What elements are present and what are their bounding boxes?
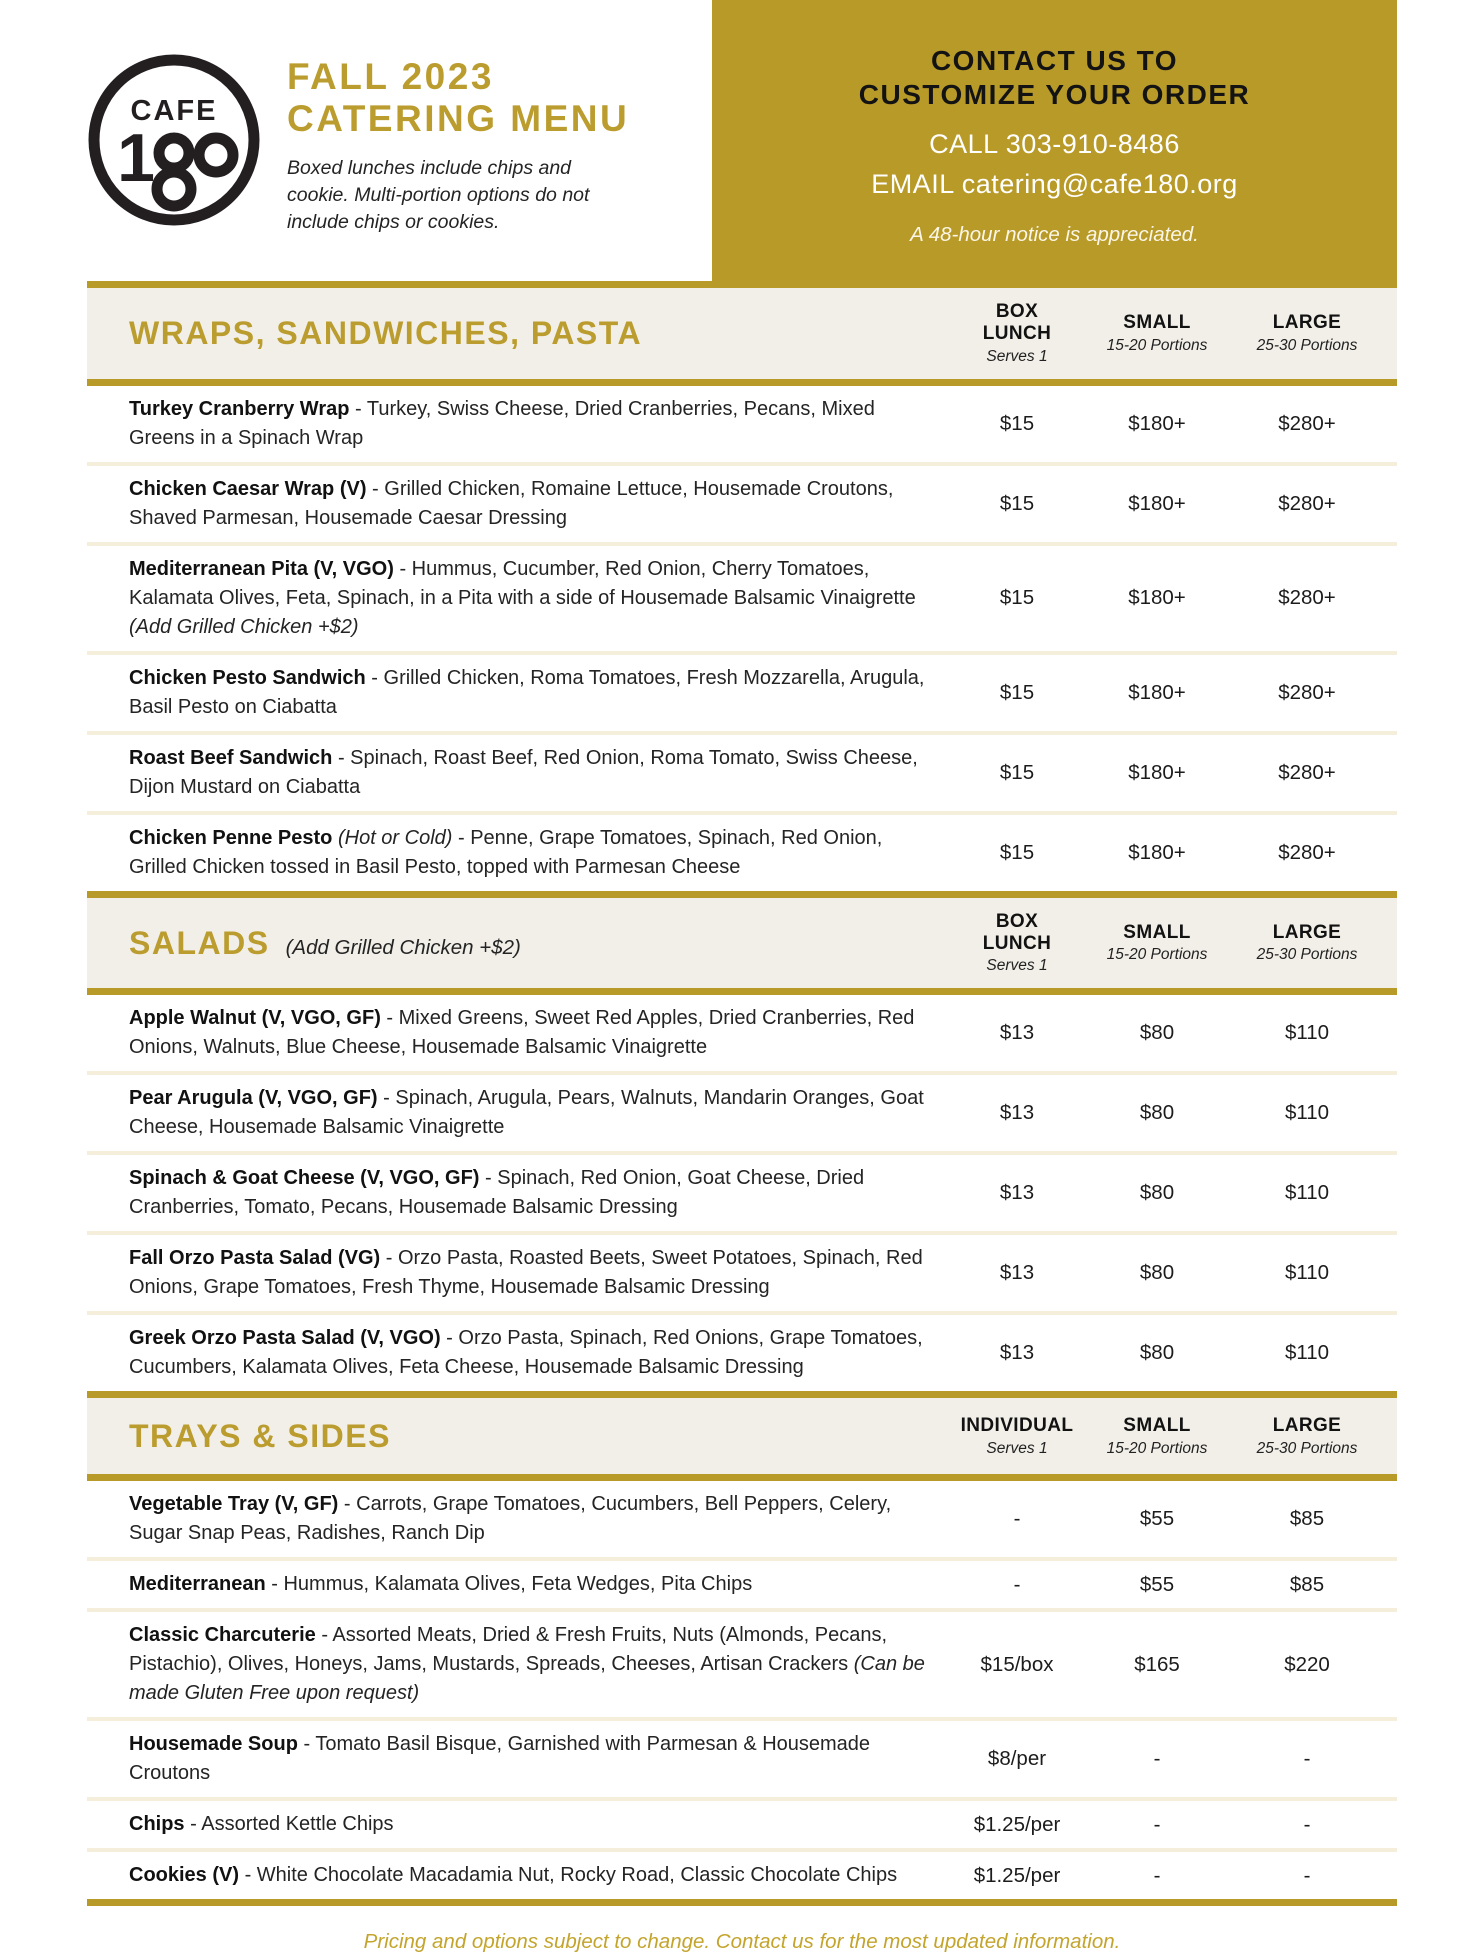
item-description: Spinach & Goat Cheese (V, VGO, GF) - Spinach, Red Onion, Goat Cheese, Dried Cranberries, Tomato, Pecans, Housemade Balsamic Dressing: [129, 1167, 865, 1219]
price-cell: -: [1303, 1863, 1311, 1887]
menu-item-row: [87, 1315, 1397, 1391]
price-cell: $80: [1139, 1021, 1175, 1045]
column-header: [952, 911, 1082, 976]
menu-item-row: [87, 546, 1397, 655]
item-description: Greek Orzo Pasta Salad (V, VGO) - Orzo Pasta, Spinach, Red Onions, Grape Tomatoes, Cucumbers, Kalamata Olives, Feta Cheese, Housemade Balsamic Dressing: [129, 1327, 923, 1379]
item-name: Cookies (V): [129, 1864, 240, 1887]
menu-item-row: [87, 1155, 1397, 1235]
price-cell: $280+: [1278, 760, 1336, 784]
price-cell: $280+: [1278, 840, 1336, 864]
price-cell: $80: [1139, 1101, 1175, 1125]
item-description: Mediterranean Pita (V, VGO) - Hummus, Cucumber, Red Onion, Cherry Tomatoes, Kalamata Olives, Feta, Spinach, in a Pita with a side of Housemade Balsamic Vinaigrette (Add Grilled Chicken +$2): [129, 557, 916, 638]
item-name: Mediterranean: [129, 1573, 266, 1596]
item-name: Apple Walnut (V, VGO, GF): [129, 1007, 381, 1030]
item-description: Housemade Soup - Tomato Basil Bisque, Garnished with Parmesan & Housemade Croutons: [129, 1733, 871, 1785]
column-header: [1082, 312, 1232, 355]
price-cell: $15: [999, 411, 1035, 435]
column-sublabel: Serves 1: [986, 1439, 1048, 1457]
menu-item-row: [87, 1612, 1397, 1721]
price-cell: $13: [999, 1021, 1035, 1045]
item-description: Turkey Cranberry Wrap - Turkey, Swiss Cheese, Dried Cranberries, Pecans, Mixed Greens in a Spinach Wrap: [129, 397, 875, 449]
price-cell: $80: [1139, 1181, 1175, 1205]
item-description: Classic Charcuterie - Assorted Meats, Dried & Fresh Fruits, Nuts (Almonds, Pecans, Pistachio), Olives, Honeys, Jams, Mustards, Spreads, Cheeses, Artisan Crackers (Can be made Gluten Free upon request): [129, 1624, 925, 1705]
page-title-line2: CATERING MENU: [287, 98, 630, 140]
item-description: Apple Walnut (V, VGO, GF) - Mixed Greens, Sweet Red Apples, Dried Cranberries, Red Onions, Walnuts, Blue Cheese, Housemade Balsamic Vinaigrette: [129, 1007, 915, 1059]
column-header: [952, 1415, 1082, 1458]
item-name: Chicken Pesto Sandwich: [129, 666, 366, 689]
price-cell: $80: [1139, 1261, 1175, 1285]
item-name-note: (Hot or Cold): [332, 826, 453, 849]
item-name: Greek Orzo Pasta Salad (V, VGO): [129, 1327, 441, 1350]
column-label: LARGE: [1272, 311, 1342, 333]
column-header: [1232, 922, 1382, 965]
column-header: [952, 301, 1082, 366]
price-cell: -: [1303, 1747, 1311, 1771]
price-cell: $110: [1284, 1261, 1330, 1285]
menu-table: [87, 281, 1397, 1906]
item-description: Cookies (V) - White Chocolate Macadamia Nut, Rocky Road, Classic Chocolate Chips: [129, 1864, 898, 1887]
column-header: [1082, 922, 1232, 965]
section-title: SALADS: [129, 924, 270, 961]
price-cell: $13: [999, 1261, 1035, 1285]
contact-heading-line1: CONTACT US TO: [930, 45, 1179, 76]
item-description: Mediterranean - Hummus, Kalamata Olives, Feta Wedges, Pita Chips: [129, 1573, 753, 1596]
item-description: Chicken Pesto Sandwich - Grilled Chicken, Roma Tomatoes, Fresh Mozzarella, Arugula, Basil Pesto on Ciabatta: [129, 666, 925, 718]
menu-section-salads: [87, 891, 1397, 1392]
price-cell: $15/box: [980, 1652, 1054, 1676]
price-cell: -: [1153, 1812, 1161, 1836]
menu-item-row: [87, 1235, 1397, 1315]
column-sublabel: 15-20 Portions: [1106, 946, 1208, 964]
menu-content: [0, 281, 1484, 1954]
column-sublabel: 25-30 Portions: [1256, 336, 1358, 354]
menu-item-row: [87, 466, 1397, 546]
column-label: BOX LUNCH: [982, 301, 1052, 344]
price-cell: $85: [1289, 1572, 1325, 1596]
price-cell: $280+: [1278, 491, 1336, 515]
contact-email: EMAIL catering@cafe180.org: [871, 169, 1238, 200]
column-sublabel: 15-20 Portions: [1106, 336, 1208, 354]
item-description: Fall Orzo Pasta Salad (VG) - Orzo Pasta, Roasted Beets, Sweet Potatoes, Spinach, Red Onions, Grape Tomatoes, Fresh Thyme, Housemade Balsamic Dressing: [129, 1247, 923, 1299]
section-header: [87, 891, 1397, 996]
price-cell: $80: [1139, 1341, 1175, 1365]
column-sublabel: 25-30 Portions: [1256, 1439, 1358, 1457]
item-name: Chicken Caesar Wrap (V): [129, 477, 367, 500]
price-cell: $55: [1139, 1572, 1175, 1596]
menu-item-row: [87, 1075, 1397, 1155]
item-name: Chips: [129, 1813, 185, 1836]
contact-phone: CALL 303-910-8486: [929, 129, 1180, 160]
menu-item-row: [87, 1801, 1397, 1852]
price-cell: $15: [999, 840, 1035, 864]
price-cell: $280+: [1278, 411, 1336, 435]
menu-item-row: [87, 1721, 1397, 1801]
menu-item-row: [87, 735, 1397, 815]
menu-item-row: [87, 1852, 1397, 1899]
price-cell: $8/per: [987, 1747, 1047, 1771]
item-description: Roast Beef Sandwich - Spinach, Roast Beef, Red Onion, Roma Tomato, Swiss Cheese, Dijon Mustard on Ciabatta: [129, 746, 918, 798]
price-cell: $13: [999, 1181, 1035, 1205]
price-cell: $180+: [1128, 760, 1186, 784]
price-cell: $110: [1284, 1101, 1330, 1125]
column-sublabel: 25-30 Portions: [1256, 946, 1358, 964]
price-cell: $13: [999, 1341, 1035, 1365]
item-name: Turkey Cranberry Wrap: [129, 397, 350, 420]
menu-item-row: [87, 655, 1397, 735]
column-sublabel: Serves 1: [986, 957, 1048, 975]
logo-text-cafe: CAFE: [130, 95, 218, 127]
svg-text:1: 1: [117, 120, 155, 196]
price-cell: $110: [1284, 1181, 1330, 1205]
price-cell: $15: [999, 760, 1035, 784]
column-label: LARGE: [1272, 1414, 1342, 1436]
menu-section-wraps-sandwiches-pasta: [87, 281, 1397, 891]
price-cell: $110: [1284, 1021, 1330, 1045]
section-rows: [87, 995, 1397, 1391]
price-cell: $15: [999, 680, 1035, 704]
item-description: Vegetable Tray (V, GF) - Carrots, Grape Tomatoes, Cucumbers, Bell Peppers, Celery, Sugar Snap Peas, Radishes, Ranch Dip: [129, 1493, 892, 1545]
section-rows: [87, 386, 1397, 891]
contact-notice: A 48-hour notice is appreciated.: [910, 223, 1199, 247]
section-rows: [87, 1481, 1397, 1899]
price-cell: $15: [999, 586, 1035, 610]
column-header: [1082, 1415, 1232, 1458]
column-sublabel: Serves 1: [986, 347, 1048, 365]
price-cell: -: [1153, 1747, 1161, 1771]
item-description: Pear Arugula (V, VGO, GF) - Spinach, Arugula, Pears, Walnuts, Mandarin Oranges, Goat Cheese, Housemade Balsamic Vinaigrette: [129, 1087, 924, 1139]
page-title: [287, 56, 687, 140]
section-title: TRAYS & SIDES: [129, 1417, 391, 1454]
price-cell: $1.25/per: [973, 1812, 1061, 1836]
footer-note: Pricing and options subject to change. Contact us for the most updated information.: [363, 1930, 1121, 1954]
section-title-wrap: [87, 1418, 952, 1455]
column-header: [1232, 1415, 1382, 1458]
item-name: Fall Orzo Pasta Salad (VG): [129, 1247, 381, 1270]
price-cell: -: [1013, 1507, 1021, 1531]
section-header: [87, 281, 1397, 386]
section-header: [87, 1391, 1397, 1481]
item-name: Housemade Soup: [129, 1733, 298, 1756]
item-name: Chicken Penne Pesto: [129, 826, 333, 849]
section-title-note: (Add Grilled Chicken +$2): [285, 935, 521, 959]
price-cell: $180+: [1128, 411, 1186, 435]
item-name: Roast Beef Sandwich: [129, 746, 333, 769]
price-cell: $13: [999, 1101, 1035, 1125]
item-description: Chicken Caesar Wrap (V) - Grilled Chicken, Romaine Lettuce, Housemade Croutons, Shaved Parmesan, Housemade Caesar Dressing: [129, 477, 894, 529]
menu-section-trays-sides: [87, 1391, 1397, 1899]
column-label: BOX LUNCH: [982, 910, 1052, 954]
item-name: Classic Charcuterie: [129, 1624, 316, 1647]
price-cell: -: [1303, 1812, 1311, 1836]
item-desc-note: (Can be made Gluten Free upon request): [129, 1653, 925, 1705]
cafe-180-logo: [86, 52, 262, 228]
contact-heading: [732, 44, 1377, 112]
price-cell: $180+: [1128, 840, 1186, 864]
price-cell: $280+: [1278, 680, 1336, 704]
price-cell: $180+: [1128, 680, 1186, 704]
item-name: Vegetable Tray (V, GF): [129, 1493, 339, 1516]
price-cell: $15: [999, 491, 1035, 515]
price-cell: -: [1013, 1572, 1021, 1596]
menu-item-row: [87, 995, 1397, 1075]
price-cell: $85: [1289, 1507, 1325, 1531]
menu-item-row: [87, 386, 1397, 466]
contact-heading-line2: CUSTOMIZE YOUR ORDER: [858, 79, 1251, 111]
price-cell: $110: [1284, 1341, 1330, 1365]
column-label: LARGE: [1272, 921, 1342, 943]
column-sublabel: 15-20 Portions: [1106, 1439, 1208, 1457]
price-cell: $165: [1134, 1652, 1180, 1676]
menu-item-row: [87, 1561, 1397, 1612]
price-cell: -: [1153, 1863, 1161, 1887]
column-label: INDIVIDUAL: [960, 1414, 1074, 1436]
item-desc-note: (Add Grilled Chicken +$2): [129, 615, 359, 638]
column-label: SMALL: [1123, 311, 1191, 333]
price-cell: $180+: [1128, 586, 1186, 610]
menu-item-row: [87, 815, 1397, 891]
column-label: SMALL: [1123, 921, 1191, 943]
price-cell: $1.25/per: [973, 1863, 1061, 1887]
contact-box: [712, 0, 1397, 287]
item-name: Spinach & Goat Cheese (V, VGO, GF): [129, 1167, 480, 1190]
item-description: Chips - Assorted Kettle Chips: [129, 1813, 394, 1836]
price-cell: $180+: [1128, 491, 1186, 515]
price-cell: $280+: [1278, 586, 1336, 610]
section-title: WRAPS, SANDWICHES, PASTA: [129, 314, 643, 351]
page-title-line1: FALL 2023: [287, 56, 494, 97]
section-title-wrap: [87, 315, 952, 352]
boxed-lunch-note: Boxed lunches include chips and cookie. Multi-portion options do not include chips or cookies.: [287, 157, 590, 234]
item-name: Pear Arugula (V, VGO, GF): [129, 1087, 378, 1110]
item-name: Mediterranean Pita (V, VGO): [129, 557, 394, 580]
price-cell: $220: [1284, 1652, 1330, 1676]
column-label: SMALL: [1123, 1414, 1191, 1436]
section-title-wrap: [87, 925, 952, 962]
column-header: [1232, 312, 1382, 355]
page-header: [0, 0, 1484, 287]
item-description: Chicken Penne Pesto (Hot or Cold) - Penne, Grape Tomatoes, Spinach, Red Onion, Grilled Chicken tossed in Basil Pesto, topped with Parmesan Cheese: [129, 826, 883, 878]
title-block: [287, 56, 687, 236]
menu-item-row: [87, 1481, 1397, 1561]
logo-number-180: [117, 120, 233, 206]
price-cell: $55: [1139, 1507, 1175, 1531]
